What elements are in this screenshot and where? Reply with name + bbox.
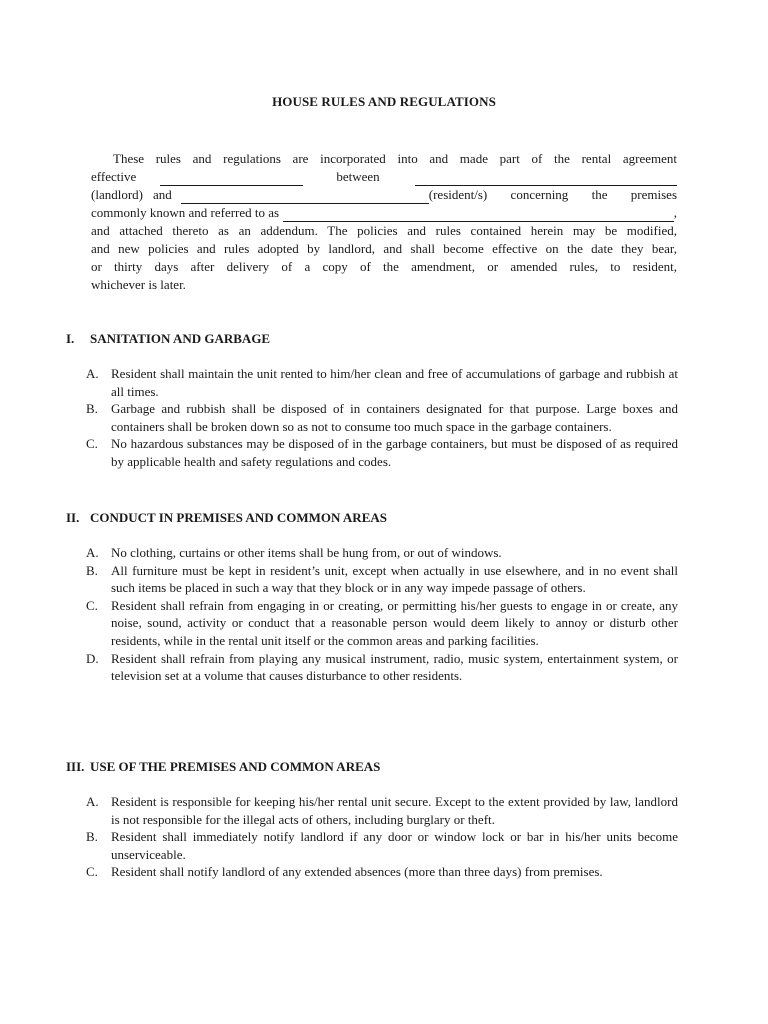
item-text: Resident shall immediately notify landlord if any door or window lock or bar in his/her units become unserviceable.: [111, 829, 678, 862]
list-item: [66, 400, 678, 435]
item-text: Resident is responsible for keeping his/her rental unit secure. Except to the extent provided by law, landlord is not responsible for the illegal acts of others, including burglary or theft.: [111, 794, 678, 827]
section-heading: [66, 509, 678, 527]
section-title: SANITATION AND GARBAGE: [90, 331, 271, 346]
item-text: Resident shall refrain from playing any musical instrument, radio, music system, entertainment system, or television set at a volume that causes disturbance to other residents.: [111, 650, 678, 684]
item-letter: C.: [86, 597, 98, 613]
list-item: [66, 863, 678, 881]
section-conduct: [66, 509, 678, 685]
list-item: [66, 562, 678, 597]
premises-address-blank[interactable]: [283, 208, 674, 222]
intro-line: and new policies and rules adopted by landlord, and shall become effective on the date they bear,: [91, 241, 677, 256]
intro-line: and attached thereto as an addendum. The policies and rules contained herein may be modified,: [91, 223, 677, 238]
section-title: CONDUCT IN PREMISES AND COMMON AREAS: [90, 510, 387, 525]
section-heading: [66, 330, 678, 348]
item-letter: A.: [86, 794, 99, 809]
landlord-name-blank[interactable]: [415, 172, 677, 186]
item-text: All furniture must be kept in resident’s unit, except when actually in use elsewhere, and in no event shall such items be placed in such a way that they block or in any way impede passage of others.: [111, 562, 678, 596]
list-item: [66, 793, 678, 828]
intro-line: or thirty days after delivery of a copy of the amendment, or amended rules, to resident,: [91, 259, 677, 274]
effective-label: effective: [91, 169, 137, 184]
section-use-of-premises: [66, 758, 678, 881]
between-label: between: [336, 169, 380, 184]
section-items: [66, 544, 678, 685]
item-text: Garbage and rubbish shall be disposed of in containers designated for that purpose. Large boxes and containers shall be broken down so as not to consume too much space in the garbage containers.: [111, 401, 678, 434]
list-item: [66, 828, 678, 863]
section-number: III.: [66, 759, 85, 774]
item-letter: A.: [86, 545, 99, 560]
section-items: [66, 793, 678, 881]
item-text: Resident shall notify landlord of any extended absences (more than three days) from premises.: [111, 864, 603, 880]
resident-concerning-label: (resident/s) concerning the premises: [428, 187, 677, 202]
item-letter: B.: [86, 829, 98, 845]
item-letter: B.: [86, 562, 98, 578]
item-letter: B.: [86, 401, 98, 417]
item-text: No hazardous substances may be disposed of in the garbage containers, but must be disposed of as required by applicable health and safety regulations and codes.: [111, 436, 678, 469]
and-label: and: [152, 187, 172, 202]
item-text: Resident shall refrain from engaging in or creating, or permitting his/her guests to engage in or create, any noise, sound, activity or conduct that a reasonable person would deem likely to annoy or disturb other residents, while in the rental unit itself or the common areas and parking facilities.: [111, 597, 678, 648]
commonly-known-label: commonly known and referred to as: [91, 205, 280, 220]
intro-line: These rules and regulations are incorporated into and made part of the rental agreement: [113, 151, 677, 166]
landlord-label: (landlord): [91, 187, 143, 202]
list-item: [66, 435, 678, 470]
document-title: HOUSE RULES AND REGULATIONS: [272, 94, 496, 109]
intro-line-commonly: [91, 204, 677, 222]
list-item: [66, 597, 678, 650]
list-item: [66, 650, 678, 685]
item-text: No clothing, curtains or other items shall be hung from, or out of windows.: [111, 545, 502, 560]
list-item: [66, 544, 678, 562]
intro-line-effective: [91, 168, 677, 186]
section-heading: [66, 758, 678, 776]
intro-paragraph: [91, 150, 677, 294]
item-letter: A.: [86, 366, 99, 381]
intro-line: whichever is later.: [91, 277, 186, 292]
effective-date-blank[interactable]: [160, 172, 304, 186]
section-sanitation: [66, 330, 678, 471]
item-letter: D.: [86, 650, 99, 666]
item-text: Resident shall maintain the unit rented to him/her clean and free of accumulations of garbage and rubbish at all times.: [111, 366, 678, 399]
intro-line-landlord: [91, 186, 677, 204]
section-items: [66, 365, 678, 471]
resident-name-blank[interactable]: [181, 190, 429, 204]
comma: ,: [673, 205, 677, 220]
item-letter: C.: [86, 864, 98, 880]
section-number: I.: [66, 331, 75, 346]
item-letter: C.: [86, 436, 98, 452]
list-item: [66, 365, 678, 400]
section-number: II.: [66, 510, 80, 525]
section-title: USE OF THE PREMISES AND COMMON AREAS: [90, 759, 381, 774]
